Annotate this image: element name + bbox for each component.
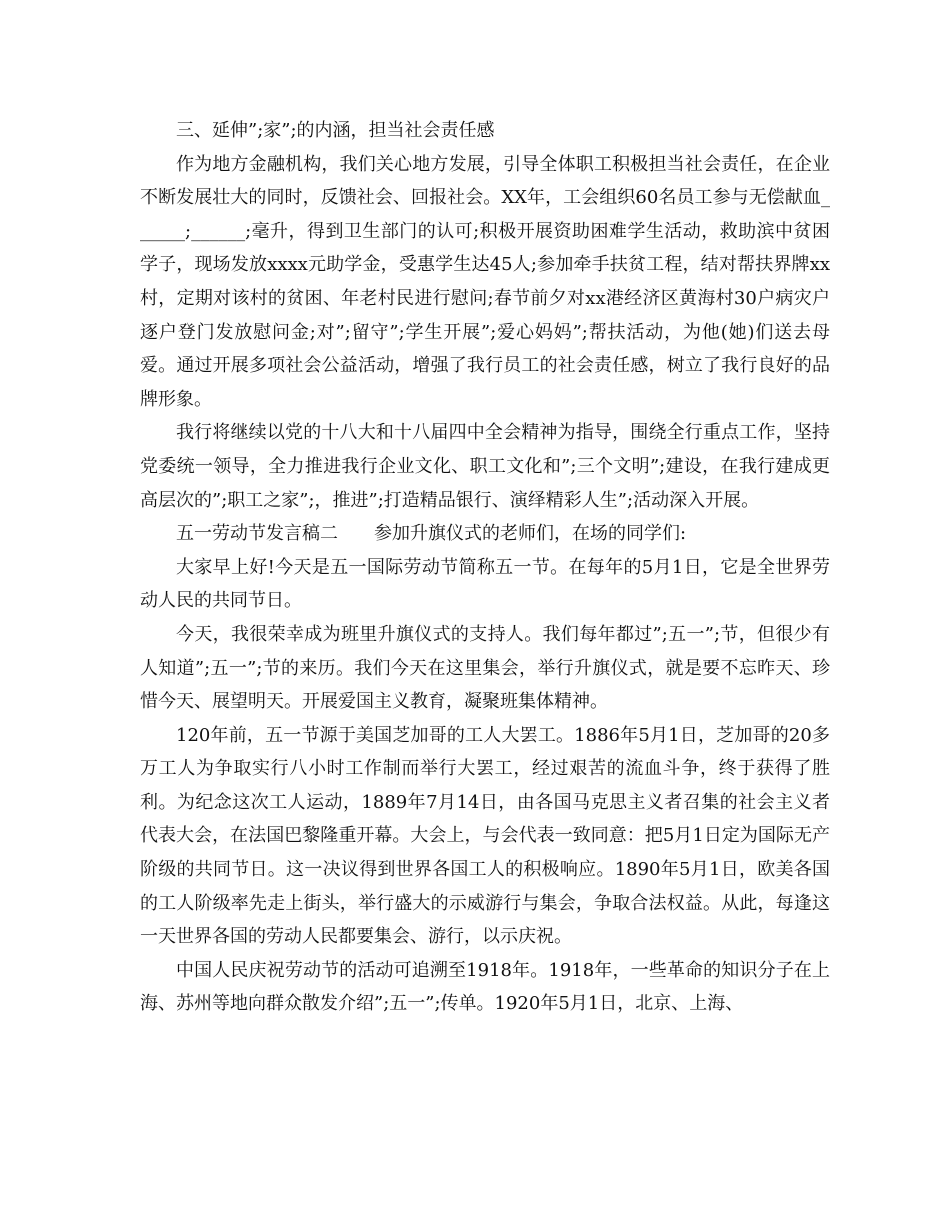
document-body [140, 114, 830, 1021]
body-paragraph: 大家早上好!今天是五一国际劳动节简称五一节。在每年的5月1日，它是全世界劳动人民的共同节日。 [140, 556, 830, 612]
body-paragraph: 今天，我很荣幸成为班里升旗仪式的支持人。我们每年都过”;五一”;节，但很少有人知道”;五一”;节的来历。我们今天在这里集会，举行升旗仪式，就是要不忘昨天、珍惜今天、展望明天。开展爱国主义教育，凝聚班集体精神。 [140, 623, 830, 713]
body-paragraph: 我行将继续以党的十八大和十八届四中全会精神为指导，围绕全行重点工作，坚持党委统一领导，全力推进我行企业文化、职工文化和”;三个文明”;建设，在我行建成更高层次的”;职工之家”;，推进”;打造精品银行、演绎精彩人生”;活动深入开展。 [140, 422, 830, 511]
body-paragraph: 中国人民庆祝劳动节的活动可追溯至1918年。1918年，一些革命的知识分子在上海、苏州等地向群众散发介绍”;五一”;传单。1920年5月1日，北京、上海、 [140, 959, 830, 1015]
speech-title: 五一劳动节发言稿二 [176, 523, 338, 545]
speech-heading-line [140, 517, 830, 551]
body-paragraph: 120年前，五一节源于美国芝加哥的工人大罢工。1886年5月1日，芝加哥的20多万工人为争取实行八小时工作制而举行大罢工，经过艰苦的流血斗争，终于获得了胜利。为纪念这次工人运动，1889年7月14日，由各国马克思主义者召集的社会主义者代表大会，在法国巴黎隆重开幕。大会上，与会代表一致同意：把5月1日定为国际无产阶级的共同节日。这一决议得到世界各国工人的积极响应。1890年5月1日，欧美各国的工人阶级率先走上街头，举行盛大的示威游行与集会，争取合法权益。从此，每逢这一天世界各国的劳动人民都要集会、游行，以示庆祝。 [140, 724, 830, 948]
body-paragraph: 作为地方金融机构，我们关心地方发展，引导全体职工积极担当社会责任，在企业不断发展壮大的同时，反馈社会、回报社会。XX年，工会组织60名员工参与无偿献血______;______;毫升，得到卫生部门的认可;积极开展资助困难学生活动，救助滨中贫困学子，现场发放xxxx元助学金，受惠学生达45人;参加牵手扶贫工程，结对帮扶界牌xx村，定期对该村的贫困、年老村民进行慰问;春节前夕对xx港经济区黄海村30户病灾户逐户登门发放慰问金;对”;留守”;学生开展”;爱心妈妈”;帮扶活动，为他(她)们送去母爱。通过开展多项社会公益活动，增强了我行员工的社会责任感，树立了我行良好的品牌形象。 [140, 153, 830, 410]
speech-greeting: 参加升旗仪式的老师们，在场的同学们: [374, 523, 687, 545]
section-heading: 三、延伸”;家”;的内涵，担当社会责任感 [176, 120, 495, 141]
